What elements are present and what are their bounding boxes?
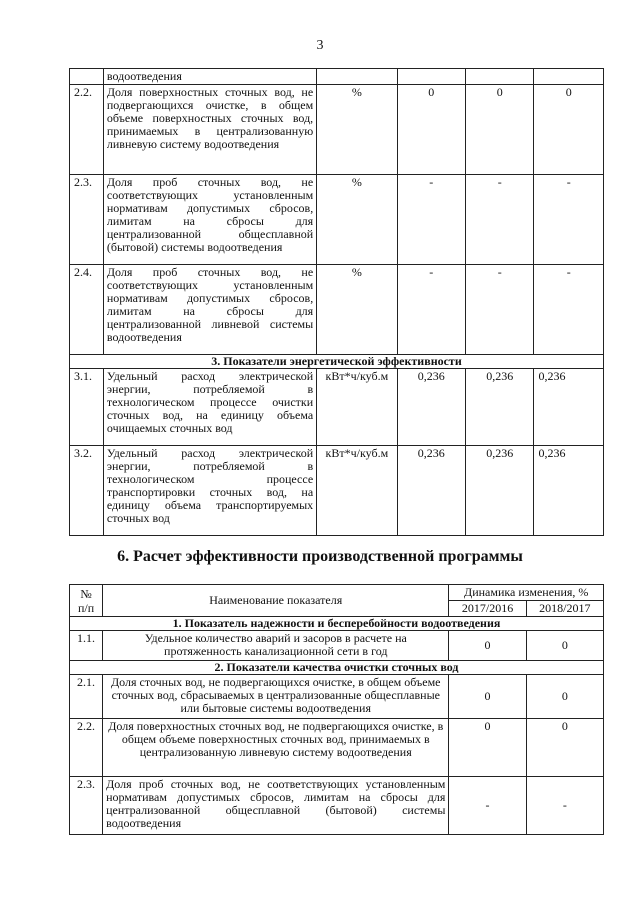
row-number: 2.3.: [70, 175, 104, 265]
unit-cell: кВт*ч/куб.м: [317, 369, 397, 446]
row-number: 2.3.: [70, 777, 103, 835]
header-year-2018-2017: 2018/2017: [526, 601, 603, 617]
value-cell: -: [466, 175, 534, 265]
value-cell: [397, 69, 465, 85]
value-cell: 0: [534, 85, 604, 175]
indicator-name: Удельное количество аварий и засоров в расчете на протяженность канализационной сети в год: [103, 631, 449, 661]
value-cell: -: [449, 777, 526, 835]
row-number: 1.1.: [70, 631, 103, 661]
table-row: [70, 265, 604, 355]
value-cell: 0: [526, 631, 603, 661]
section-title-quality: 2. Показатели качества очистки сточных вод: [70, 661, 604, 675]
section-row: [70, 617, 604, 631]
value-cell: [534, 69, 604, 85]
value-cell: 0: [449, 675, 526, 719]
value-cell: 0,236: [466, 446, 534, 536]
unit-cell: %: [317, 85, 397, 175]
indicator-name: Доля проб сточных вод, не соответствующих установленным нормативам допустимых сбросов, лимитам на сбросы для централизованной общесплавной (бытовой) системы водоотведения: [103, 175, 316, 265]
header-dynamics: Динамика изменения, %: [449, 585, 604, 601]
row-number: 2.4.: [70, 265, 104, 355]
indicator-name: водоотведения: [103, 69, 316, 85]
row-number: 2.2.: [70, 719, 103, 777]
section-row: [70, 661, 604, 675]
table-row: [70, 369, 604, 446]
value-cell: 0,236: [534, 369, 604, 446]
indicator-name: Доля проб сточных вод, не соответствующих установленным нормативам допустимых сбросов, лимитам на сбросы для централизованной ливневой системы водоотведения: [103, 265, 316, 355]
row-number: 3.2.: [70, 446, 104, 536]
section-heading: 6. Расчет эффективности производственной программы: [117, 548, 523, 565]
header-number-line1: №: [80, 586, 92, 601]
table-row: [70, 85, 604, 175]
table-row: [70, 631, 604, 661]
unit-cell: кВт*ч/куб.м: [317, 446, 397, 536]
page-number: 3: [316, 38, 324, 53]
efficiency-table: [69, 584, 604, 835]
indicators-table-continued: [69, 68, 604, 536]
row-number: 2.2.: [70, 85, 104, 175]
table-row: [70, 675, 604, 719]
value-cell: -: [397, 175, 465, 265]
unit-cell: [317, 69, 397, 85]
indicator-name: Удельный расход электрической энергии, потребляемой в технологическом процессе транспортировки сточных вод, на единицу объема транспортируемых сточных вод: [103, 446, 316, 536]
value-cell: 0: [449, 719, 526, 777]
indicator-name: Доля поверхностных сточных вод, не подвергающихся очистке, в общем объеме поверхностных сточных вод, принимаемых в централизованную ливневую систему водоотведения: [103, 85, 316, 175]
value-cell: 0,236: [397, 369, 465, 446]
value-cell: -: [526, 777, 603, 835]
value-cell: -: [397, 265, 465, 355]
section-title-reliability: 1. Показатель надежности и бесперебойности водоотведения: [70, 617, 604, 631]
table-row: [70, 719, 604, 777]
value-cell: 0: [449, 631, 526, 661]
header-row: [70, 585, 604, 601]
value-cell: 0,236: [397, 446, 465, 536]
value-cell: 0: [397, 85, 465, 175]
table-row: [70, 69, 604, 85]
header-indicator-name: Наименование показателя: [103, 585, 449, 617]
indicator-name: Доля проб сточных вод, не соответствующих установленным нормативам допустимых сбросов, лимитам на сбросы для централизованной общесплавной (бытовой) системы водоотведения: [103, 777, 449, 835]
value-cell: 0: [526, 675, 603, 719]
unit-cell: %: [317, 175, 397, 265]
row-number: [70, 69, 104, 85]
value-cell: -: [534, 265, 604, 355]
unit-cell: %: [317, 265, 397, 355]
indicator-name: Доля поверхностных сточных вод, не подвергающихся очистке, в общем объеме поверхностных сточных вод, принимаемых в централизованную ливневую систему водоотведения: [103, 719, 449, 777]
value-cell: 0: [466, 85, 534, 175]
indicator-name: Удельный расход электрической энергии, потребляемой в технологическом процессе очистки сточных вод, на единицу объема очищаемых сточных вод: [103, 369, 316, 446]
value-cell: 0,236: [534, 446, 604, 536]
table-row: [70, 175, 604, 265]
row-number: 2.1.: [70, 675, 103, 719]
header-year-2017-2016: 2017/2016: [449, 601, 526, 617]
value-cell: [466, 69, 534, 85]
value-cell: -: [534, 175, 604, 265]
header-number: [70, 585, 103, 617]
table-row: [70, 446, 604, 536]
value-cell: -: [466, 265, 534, 355]
row-number: 3.1.: [70, 369, 104, 446]
value-cell: 0: [526, 719, 603, 777]
indicator-name: Доля сточных вод, не подвергающихся очистке, в общем объеме сточных вод, сбрасываемых в централизованные общесплавные или бытовые системы водоотведения: [103, 675, 449, 719]
table-row: [70, 777, 604, 835]
header-number-line2: п/п: [77, 600, 95, 615]
section-title-energy: 3. Показатели энергетической эффективности: [70, 355, 604, 369]
section-row: [70, 355, 604, 369]
value-cell: 0,236: [466, 369, 534, 446]
